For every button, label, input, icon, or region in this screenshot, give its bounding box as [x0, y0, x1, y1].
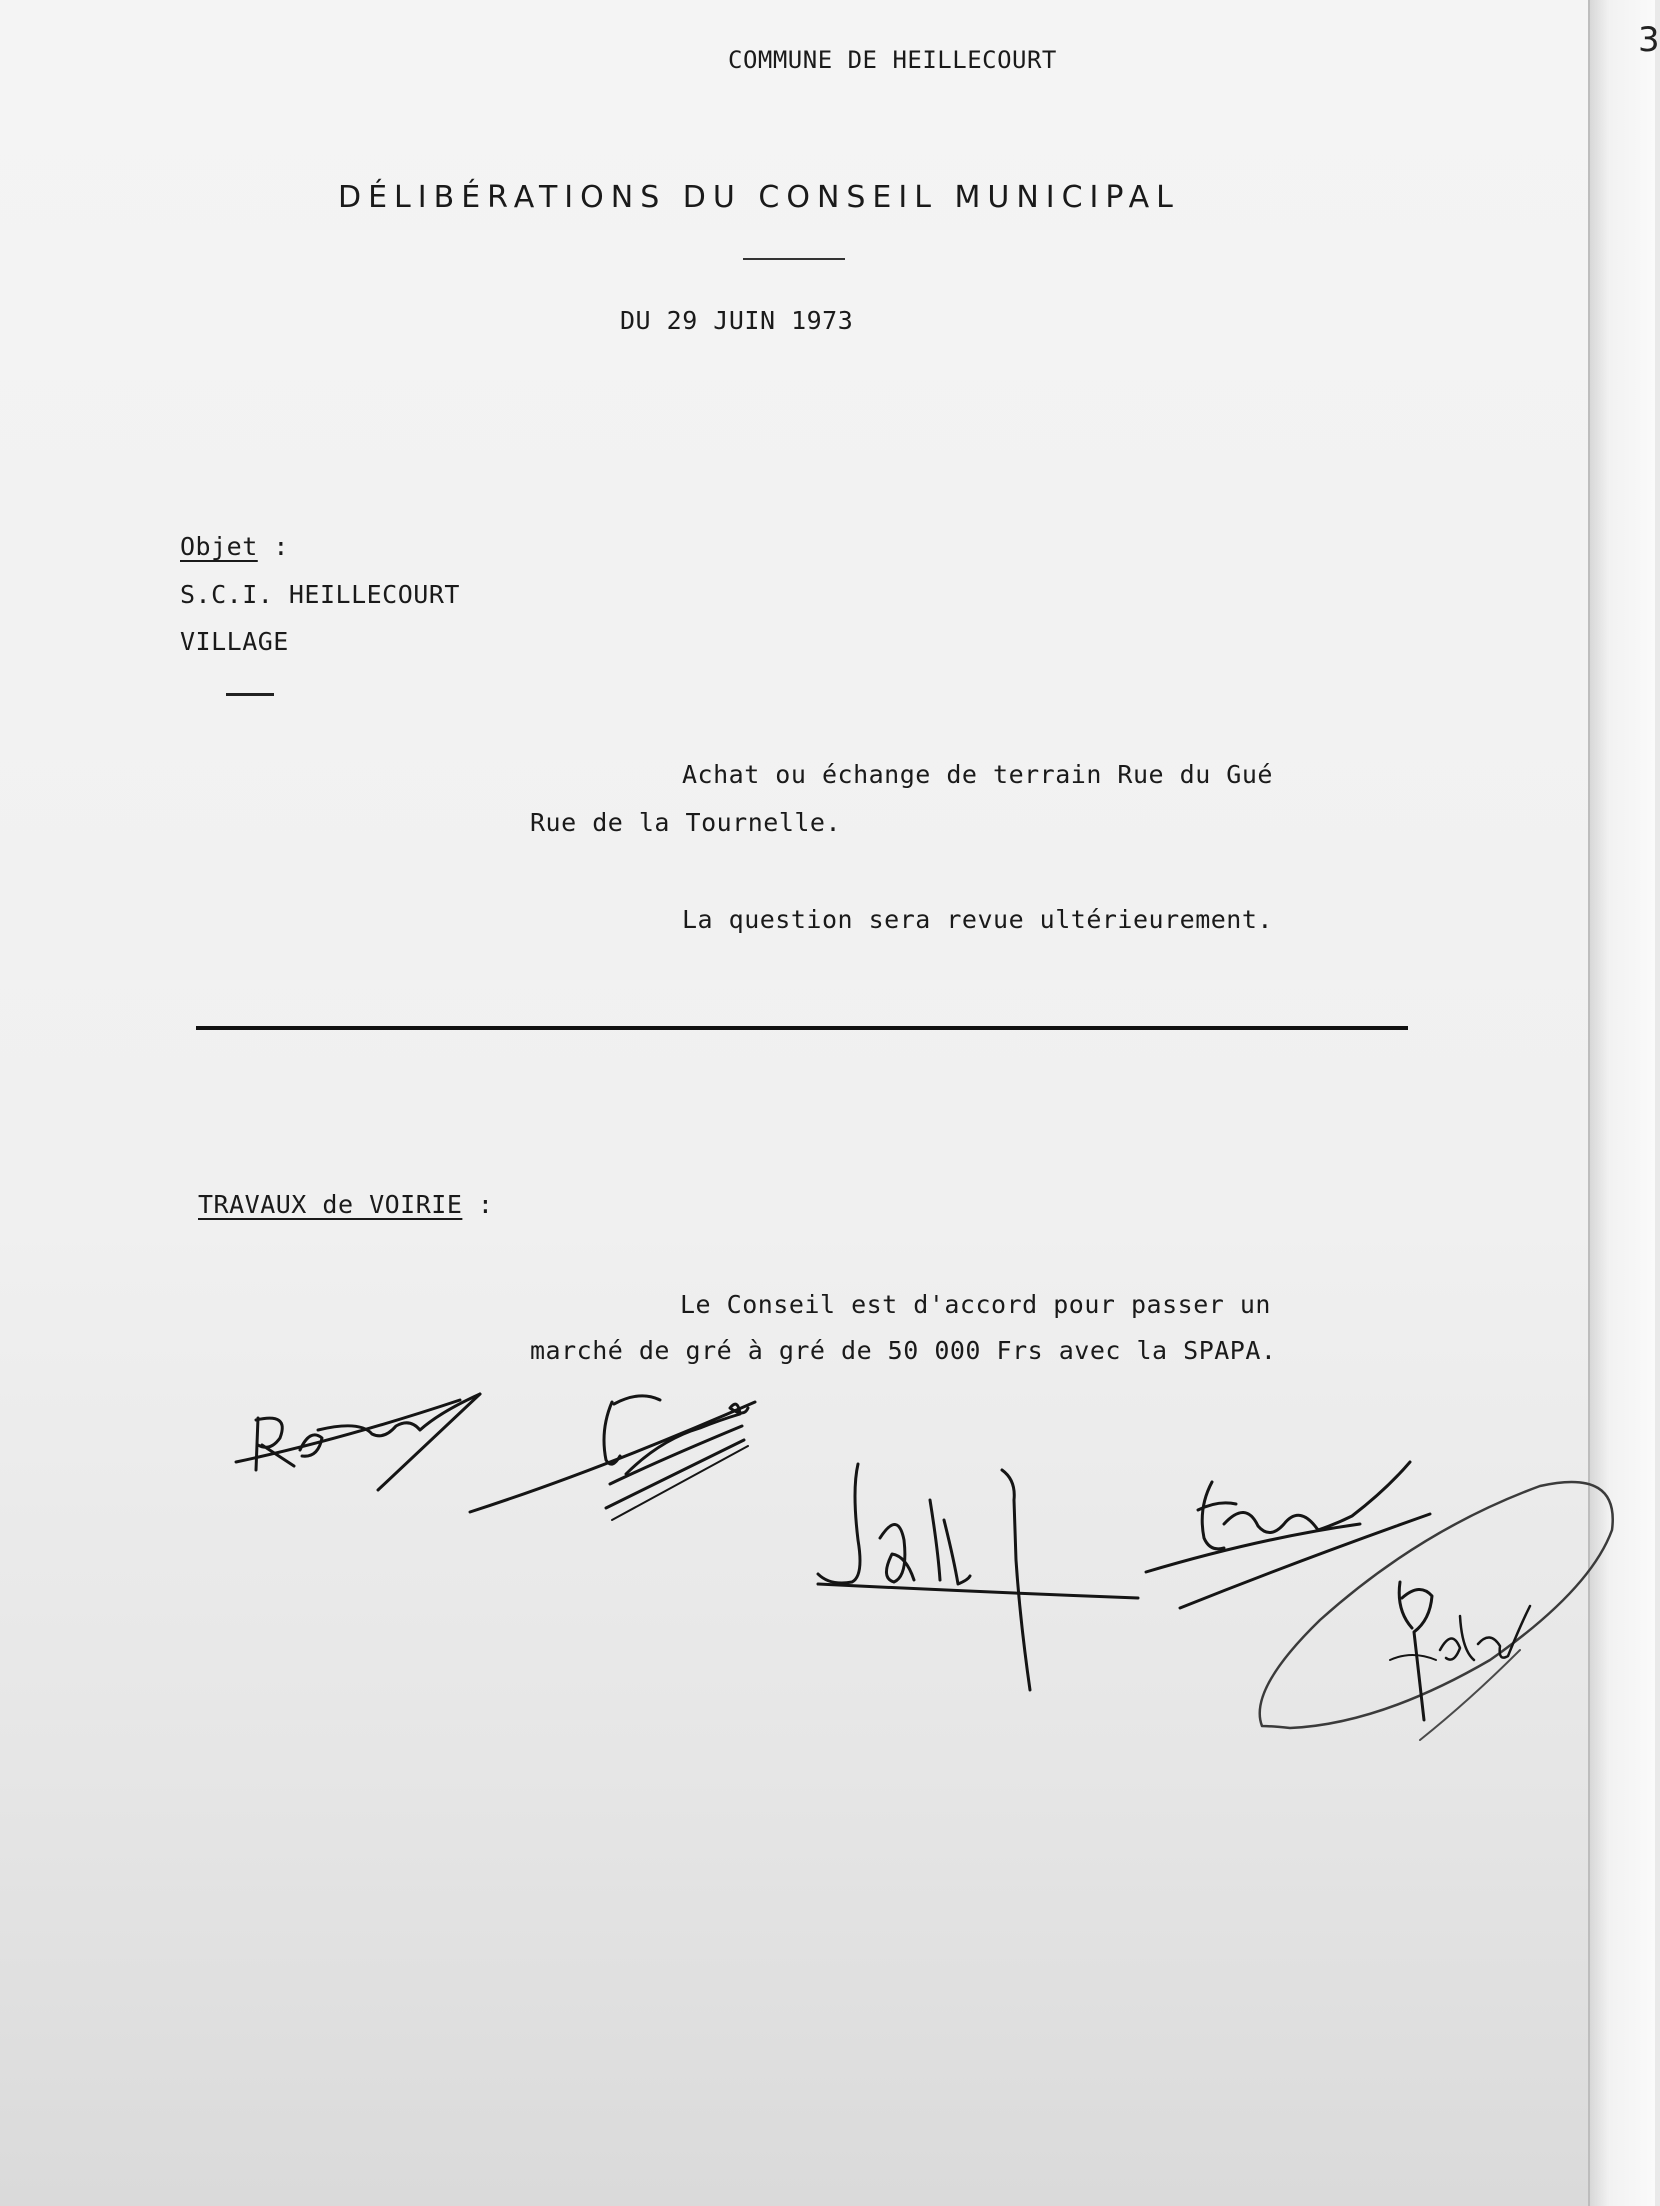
travaux-heading	[198, 1190, 493, 1219]
title-rule	[743, 258, 845, 260]
objet-line-1: S.C.I. HEILLECOURT	[180, 580, 460, 609]
travaux-body-line-2: marché de gré à gré de 50 000 Frs avec la SPAPA.	[530, 1336, 1277, 1365]
section-separator	[196, 1026, 1408, 1030]
page-number: 3	[1638, 20, 1660, 60]
travaux-label: TRAVAUX de VOIRIE	[198, 1190, 463, 1219]
commune-header: COMMUNE DE HEILLECOURT	[728, 46, 1057, 74]
objet-body-line-1: Achat ou échange de terrain Rue du Gué	[682, 760, 1273, 789]
objet-dash	[226, 693, 274, 696]
next-page-edge	[1590, 0, 1655, 2206]
travaux-colon: :	[462, 1190, 494, 1219]
objet-line-2: VILLAGE	[180, 627, 289, 656]
objet-label: Objet	[180, 532, 258, 561]
session-date: DU 29 JUIN 1973	[620, 306, 854, 335]
travaux-body-line-1: Le Conseil est d'accord pour passer un	[680, 1290, 1271, 1319]
objet-colon: :	[257, 532, 289, 561]
objet-body-line-2: Rue de la Tournelle.	[530, 808, 842, 837]
objet-heading	[180, 532, 289, 561]
document-title: DÉLIBÉRATIONS DU CONSEIL MUNICIPAL	[338, 180, 1180, 215]
objet-body-line-3: La question sera revue ultérieurement.	[682, 905, 1273, 934]
